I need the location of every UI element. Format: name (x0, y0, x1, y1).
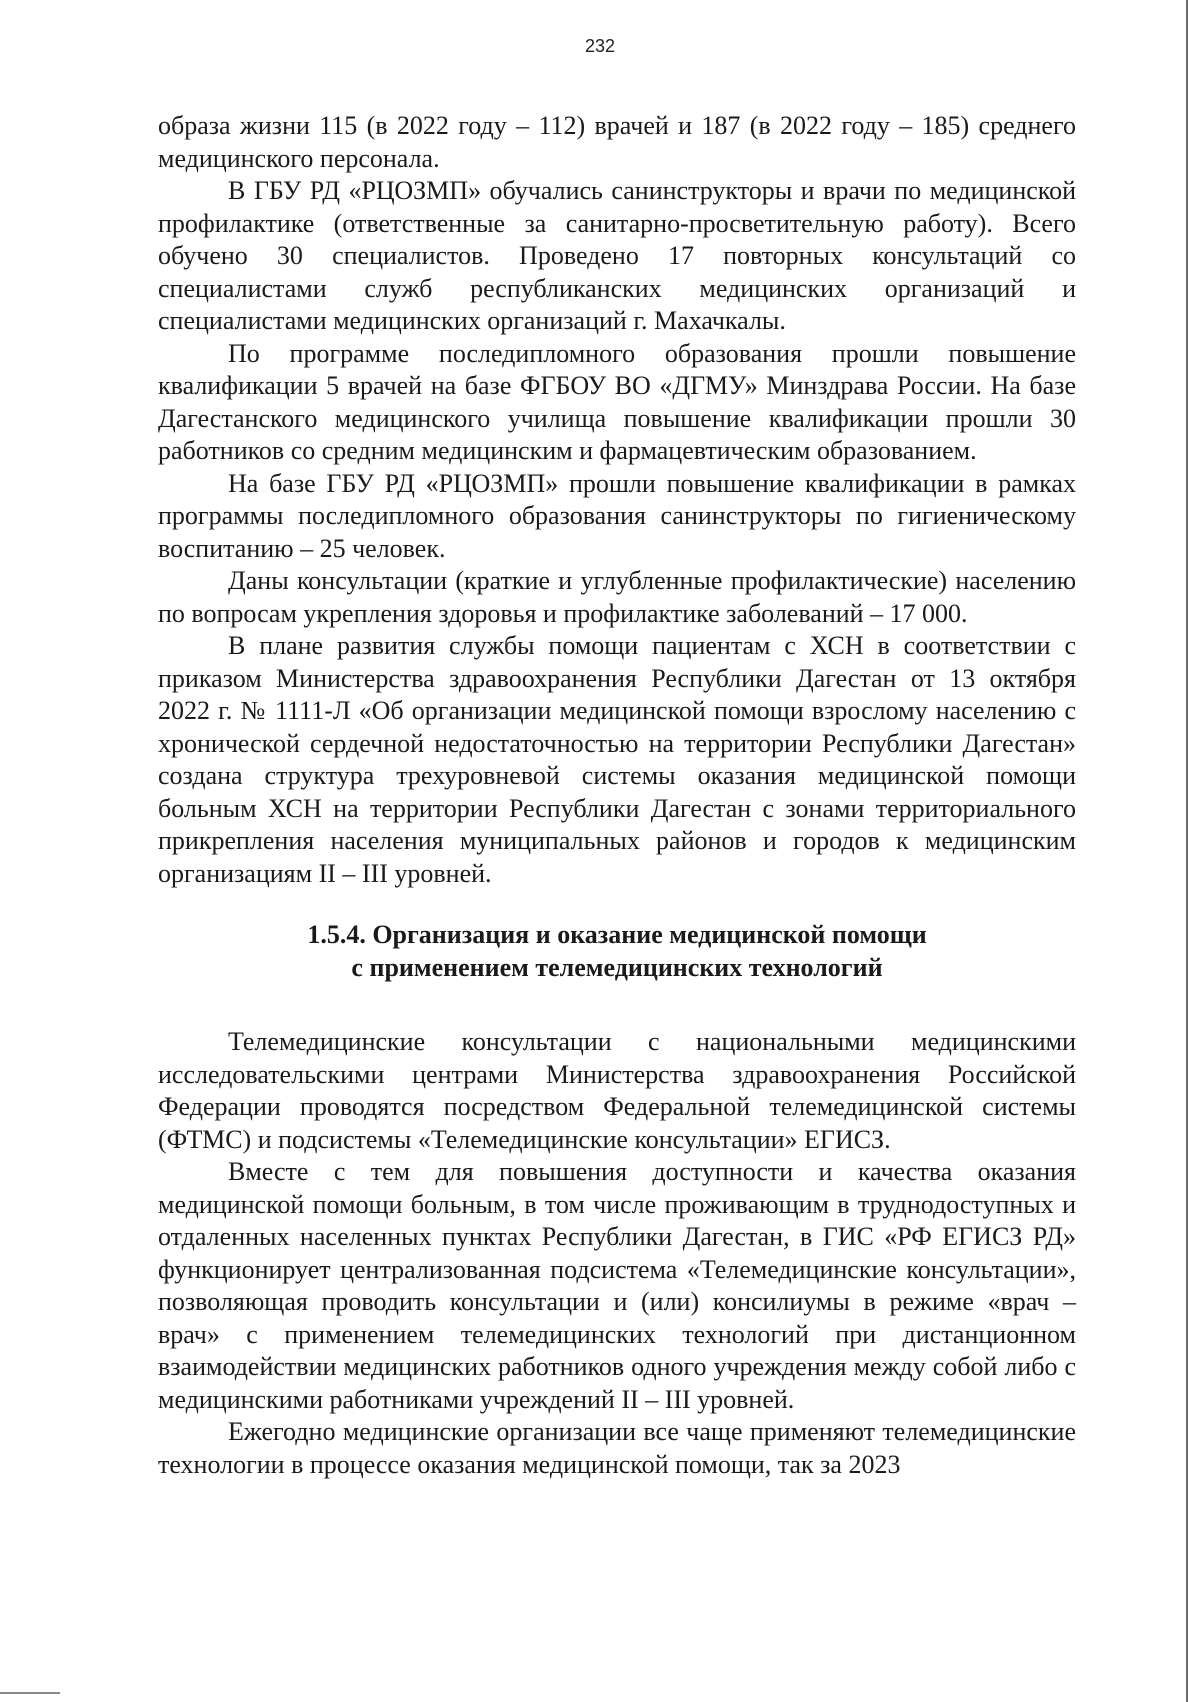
paragraph-6: В плане развития службы помощи пациентам с ХСН в соответствии с приказом Министерства здравоохранения Республики Дагестан от 13 октября 2022 г. № 1111-Л «Об организации медицинской помощи взрослому населению с хронической сердечной недостаточностью на территории Республики Дагестан» создана структура трехуровневой системы оказания медицинской помощи больным ХСН на территории Республики Дагестан с зонами территориального прикрепления населения муниципальных районов и городов к медицинским организациям II – III уровней. (158, 631, 1076, 888)
section-heading-line-2: с применением телемедицинских технологий (351, 953, 883, 982)
document-body (158, 110, 1076, 1481)
scan-edge-line (1186, 0, 1188, 1702)
paragraph-7: Телемедицинские консультации с национальными медицинскими исследовательскими центрами Министерства здравоохранения Российской Федерации проводятся посредством Федеральной телемедицинской системы (ФТМС) и подсистемы «Телемедицинские консультации» ЕГИСЗ. (158, 1027, 1076, 1154)
section-heading-line-1: 1.5.4. Организация и оказание медицинской помощи (307, 920, 927, 949)
paragraph-9: Ежегодно медицинские организации все чаще применяют телемедицинские технологии в процессе оказания медицинской помощи, так за 2023 (158, 1417, 1076, 1479)
page-number: 232 (584, 36, 616, 56)
paragraph-4: На базе ГБУ РД «РЦОЗМП» прошли повышение квалификации в рамках программы последипломного образования санинструкторы по гигиеническому воспитанию – 25 человек. (158, 468, 1076, 563)
paragraph-1: образа жизни 115 (в 2022 году – 112) врачей и 187 (в 2022 году – 185) среднего медицинского персонала. (158, 111, 1076, 173)
paragraph-3: По программе последипломного образования прошли повышение квалификации 5 врачей на базе ФГБОУ ВО «ДГМУ» Минздрава России. На базе Дагестанского медицинского училища повышение квалификации прошли 30 работников со средним медицинским и фармацевтическим образованием. (158, 338, 1076, 465)
scan-edge-mark (0, 1692, 60, 1694)
section-heading (158, 918, 1076, 984)
paragraph-5: Даны консультации (краткие и углубленные профилактические) населению по вопросам укрепления здоровья и профилактике заболеваний – 17 000. (158, 566, 1076, 628)
paragraph-8: Вместе с тем для повышения доступности и качества оказания медицинской помощи больным, в том числе проживающим в труднодоступных и отдаленных населенных пунктах Республики Дагестан, в ГИС «РФ ЕГИСЗ РД» функционирует централизованная подсистема «Телемедицинские консультации», позволяющая проводить консультации и (или) консилиумы в режиме «врач – врач» с применением телемедицинских технологий при дистанционном взаимодействии медицинских работников одного учреждения между собой либо с медицинскими работниками учреждений II – III уровней. (158, 1157, 1076, 1414)
paragraph-2: В ГБУ РД «РЦОЗМП» обучались санинструкторы и врачи по медицинской профилактике (ответственные за санитарно-просветительную работу). Всего обучено 30 специалистов. Проведено 17 повторных консультаций со специалистами служб республиканских медицинских организаций и специалистами медицинских организаций г. Махачкалы. (158, 176, 1076, 335)
